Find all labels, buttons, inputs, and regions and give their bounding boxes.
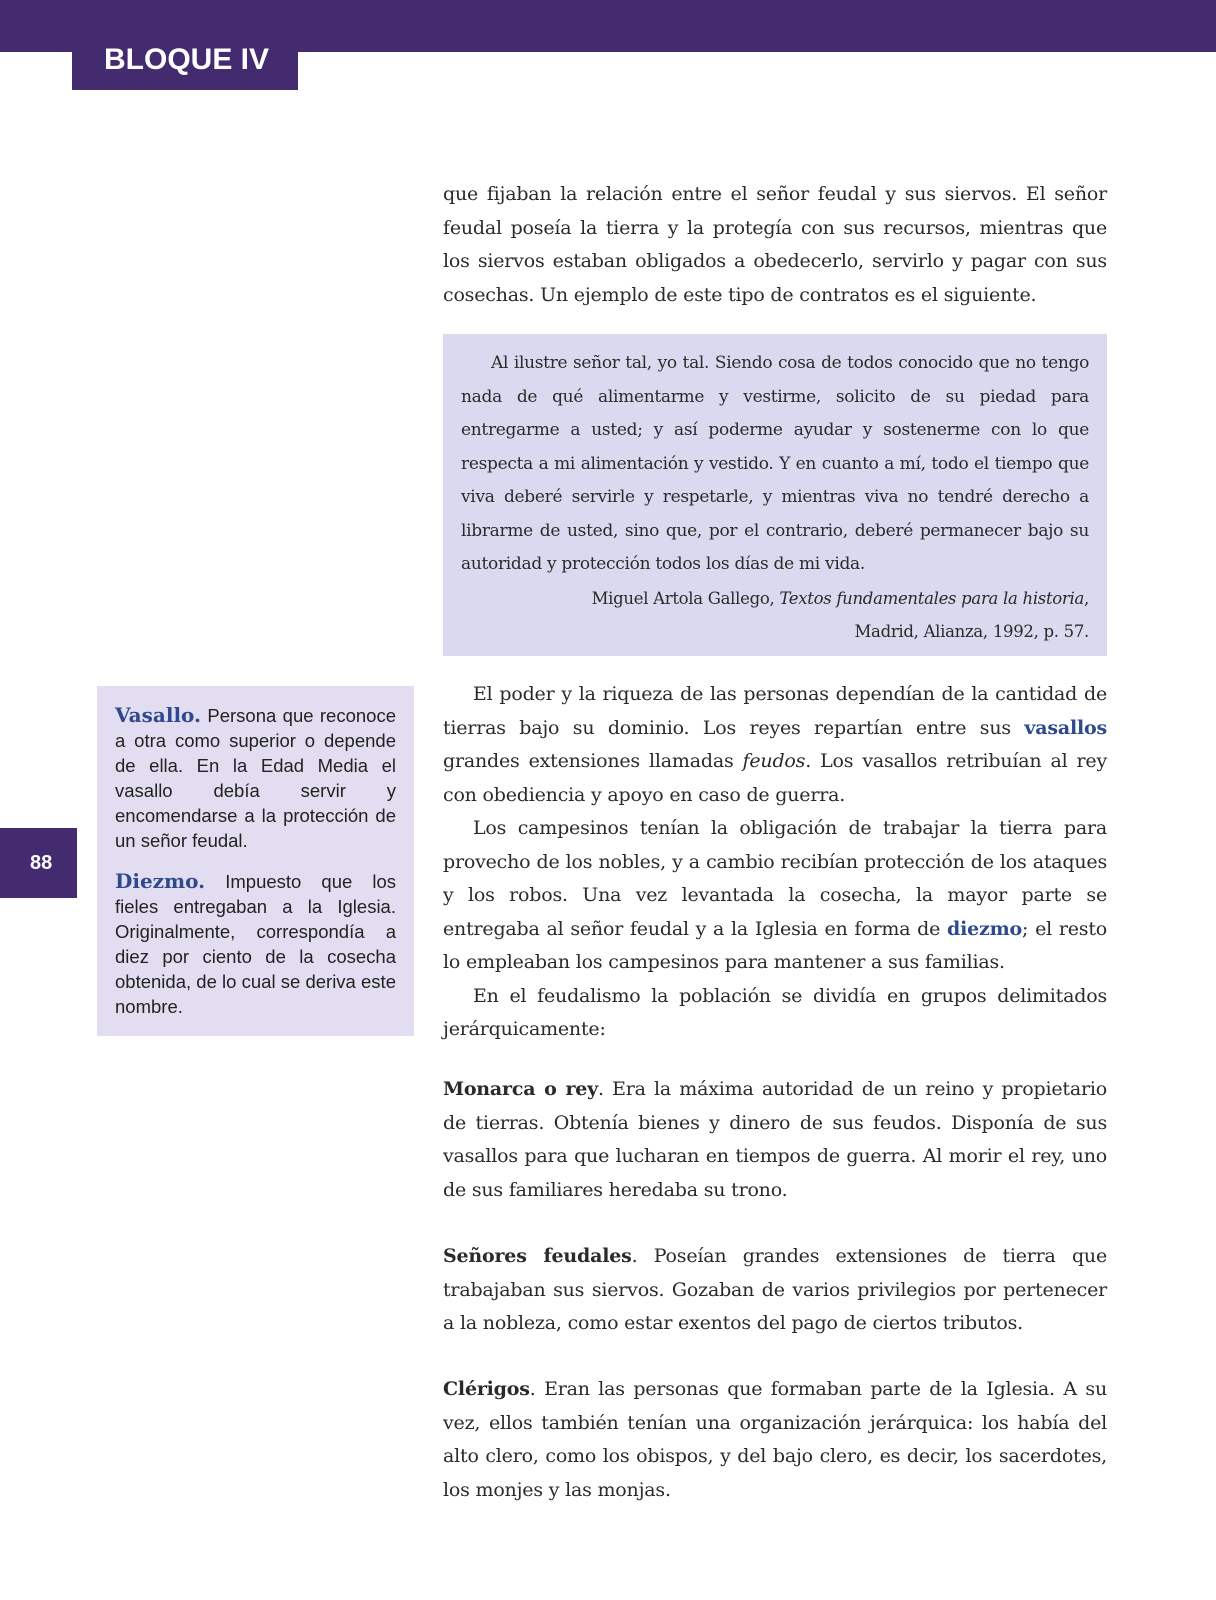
section-clerigos	[443, 1373, 1107, 1507]
block-title: BLOQUE IV	[72, 36, 298, 90]
section-title: Clérigos	[443, 1378, 530, 1400]
section-text: . Poseían grandes extensiones de tierra que trabajaban sus siervos. Gozaban de varios privilegios por pertenecer a la nobleza, como estar exentos del pago de ciertos tributos.	[443, 1245, 1108, 1334]
quote-box	[443, 334, 1107, 656]
intro-paragraph: que fijaban la relación entre el señor feudal y sus siervos. El señor feudal poseía la tierra y la protegía con sus recursos, mientras que los siervos estaban obligados a obedecerlo, servirlo y pagar con sus cosechas. Un ejemplo de este tipo de contratos es el siguiente.	[443, 183, 1107, 306]
section-text: . Era la máxima autoridad de un reino y propietario de tierras. Obtenía bienes y dinero de sus feudos. Disponía de sus vasallos para que lucharan en tiempos de guerra. Al morir el rey, uno de sus familiares heredaba su trono.	[443, 1078, 1107, 1201]
section-title: Monarca o rey	[443, 1078, 598, 1100]
page-number: 88	[0, 828, 77, 898]
glossary-box	[97, 686, 414, 1036]
text-span: grandes extensiones llamadas	[443, 750, 743, 772]
glossary-entry-vasallo	[115, 703, 396, 853]
section-senores-feudales	[443, 1240, 1107, 1341]
keyword-diezmo: diezmo	[947, 917, 1023, 940]
quote-citation	[461, 582, 1089, 616]
section-title: Señores feudales	[443, 1245, 632, 1267]
glossary-entry-diezmo	[115, 869, 396, 1019]
quote-author: Miguel Artola Gallego,	[591, 588, 780, 608]
glossary-term: Diezmo.	[115, 869, 206, 893]
term-feudos: feudos	[742, 750, 806, 772]
quote-publisher: Madrid, Alianza, 1992, p. 57.	[854, 622, 1089, 641]
keyword-vasallos: vasallos	[1024, 716, 1107, 739]
section-text: . Eran las personas que formaban parte de la Iglesia. A su vez, ellos también tenían una organización jerárquica: los había del alto clero, como los obispos, y del bajo clero, es decir, los sacerdotes, los monjes y las monjas.	[443, 1378, 1107, 1501]
text-span: Los campesinos tenían la obligación de trabajar la tierra para provecho de los nobles, y a cambio recibían protección de los ataques y los robos. Una vez levantada la cosecha, la mayor parte se entregaba al señor feudal y a la Iglesia en forma de	[443, 817, 1107, 940]
glossary-definition: Impuesto que los fieles entregaban a la Iglesia. Originalmente, correspondía a diez por ciento de la cosecha obtenida, de lo cual se deriva este nombre.	[115, 871, 396, 1017]
paragraph-campesinos	[443, 812, 1107, 980]
main-text	[443, 678, 1107, 1047]
quote-text: Al ilustre señor tal, yo tal. Siendo cosa de todos conocido que no tengo nada de qué alimentarme y vestirme, solicito de su piedad para entregarme a usted; y así poderme ayudar y sostenerme con lo que respecta a mi alimentación y vestido. Y en cuanto a mí, todo el tiempo que viva deberé servirle y respetarle, y mientras viva no tendré derecho a librarme de usted, sino que, por el contrario, deberé permanecer bajo su autoridad y protección todos los días de mi vida.	[461, 353, 1089, 574]
paragraph-feudalismo: En el feudalismo la población se dividía en grupos delimitados jerárquicamente:	[443, 984, 1107, 1040]
text-span: El poder y la riqueza de las personas dependían de la cantidad de tierras bajo su dominio. Los reyes repartían entre sus	[443, 683, 1107, 739]
glossary-definition: Persona que reconoce a otra como superior o depende de ella. En la Edad Media el vasallo debía servir y encomendarse a la protección de un señor feudal.	[115, 705, 396, 851]
section-monarca	[443, 1073, 1107, 1207]
text-span: . Los vasallos retribuían al rey con obediencia y apoyo en caso de guerra.	[443, 750, 1107, 806]
quote-book-title: Textos fundamentales para la historia	[779, 588, 1085, 608]
text-span: ; el resto lo empleaban los campesinos para mantener a sus familias.	[443, 917, 1107, 973]
quote-author-end: ,	[1084, 588, 1089, 608]
paragraph-poder	[443, 678, 1107, 812]
glossary-term: Vasallo.	[115, 703, 202, 727]
